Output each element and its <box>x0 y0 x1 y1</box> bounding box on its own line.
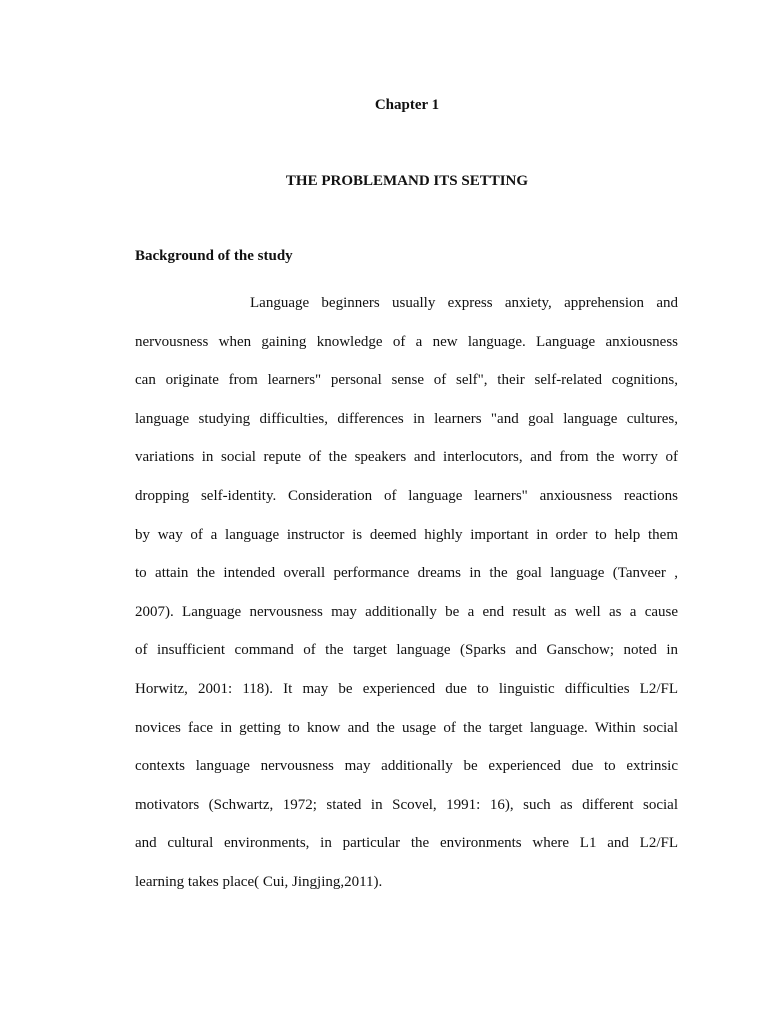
paragraph-line: learning takes place( Cui, Jingjing,2011). <box>135 873 383 890</box>
paragraph-line: Horwitz, 2001: 118). It may be experienced due to linguistic difficulties L2/FL <box>135 680 678 697</box>
paragraph-line: to attain the intended overall performance dreams in the goal language (Tanveer , <box>135 565 678 582</box>
paragraph-line: by way of a language instructor is deemed highly important in order to help them <box>135 526 678 543</box>
subsection-heading: Background of the study <box>135 248 293 264</box>
paragraph-line: language studying difficulties, differences in learners "and goal language cultures, <box>135 410 678 427</box>
paragraph-line: of insufficient command of the target language (Sparks and Ganschow; noted in <box>135 642 678 659</box>
paragraph-line: Language beginners usually express anxiety, apprehension and <box>250 295 678 311</box>
paragraph-line: motivators (Schwartz, 1972; stated in Scovel, 1991: 16), such as different social <box>135 796 678 813</box>
paragraph-line: nervousness when gaining knowledge of a new language. Language anxiousness <box>135 333 678 350</box>
chapter-label: Chapter 1 <box>374 97 440 113</box>
paragraph-line: contexts language nervousness may additionally be experienced due to extrinsic <box>135 758 678 775</box>
section-title: THE PROBLEMAND ITS SETTING <box>285 173 529 189</box>
paragraph-line: dropping self-identity. Consideration of language learners" anxiousness reactions <box>135 487 678 504</box>
paragraph-line: can originate from learners" personal sense of self", their self-related cognitions, <box>135 372 678 389</box>
body-paragraph <box>135 284 678 902</box>
paragraph-line: variations in social repute of the speakers and interlocutors, and from the worry of <box>135 449 678 466</box>
paragraph-line: and cultural environments, in particular the environments where L1 and L2/FL <box>135 835 678 852</box>
paragraph-line: novices face in getting to know and the usage of the target language. Within social <box>135 719 678 736</box>
paragraph-line: 2007). Language nervousness may additionally be a end result as well as a cause <box>135 603 678 620</box>
